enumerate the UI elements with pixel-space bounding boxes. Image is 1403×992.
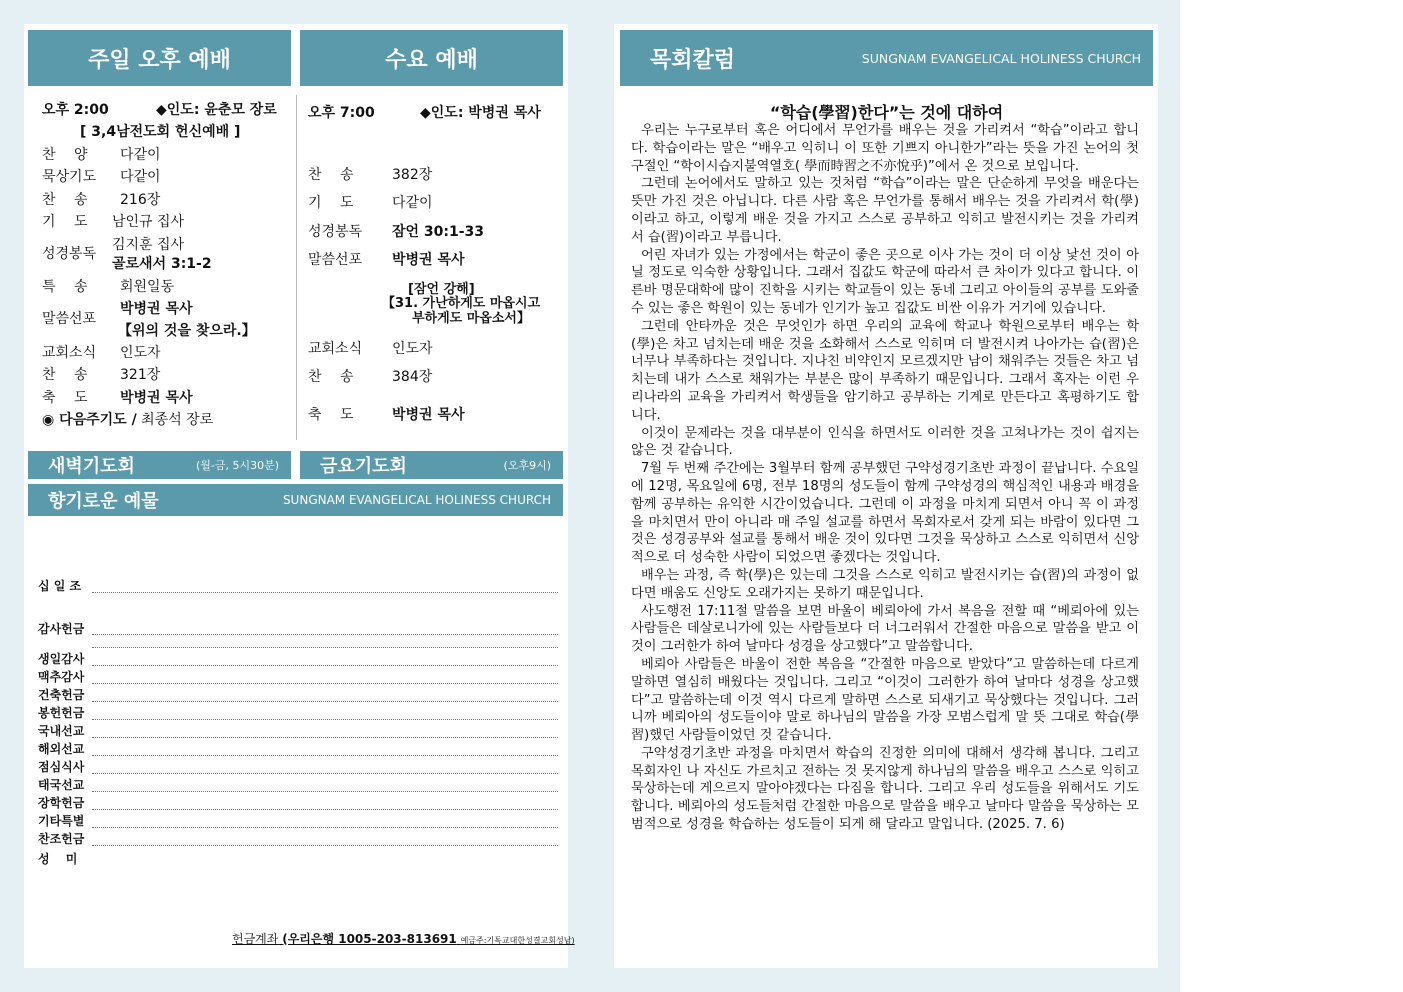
column-church: SUNGNAM EVANGELICAL HOLINESS CHURCH [861,50,1141,66]
column-body [631,122,1139,834]
offering-title: 향기로운 예물 [48,491,159,512]
offering-line [92,845,558,846]
bank-value: (우리은행 1005-203-813691 [282,932,457,946]
column-paragraph: 우리는 누구로부터 혹은 어디에서 무언가를 배우는 것을 가리켜서 “학습”이라고 합니다. 학습이라는 말은 “배우고 익히니 이 또한 기쁘지 아니한가”라는 뜻을 가진 논어의 첫 구절인 “학이시습지불역열호( 學而時習之不亦悅乎)”에서 온 것으로 보입니다. [631,123,1139,174]
offering-church: SUNGNAM EVANGELICAL HOLINESS CHURCH [282,493,551,507]
sunday-pm-header: 주일 오후 예배 [28,30,291,86]
sunday-row-label: 찬 양 [42,147,88,163]
offering-category: 찬조헌금 [38,832,85,846]
sunday-row-label: 묵상기도 [42,169,97,185]
offering-line [92,634,558,635]
sunday-row-value2: 【위의 것을 찾으라.】 [118,323,256,339]
offering-category: 봉헌헌금 [38,706,85,720]
column-paragraph: 사도행전 17:11절 말씀을 보면 바울이 베뢰아에 가서 복음을 전할 때 “베뢰아에 있는 사람들은 데살로니가에 있는 사람들보다 더 너그러워서 간절한 마음으로 말씀을 받고 이것이 그러한가 하여 날마다 성경을 상고했다”고 말씀합니다. [631,603,1139,655]
offering-line [92,827,558,828]
sunday-row-value: 216장 [120,192,161,208]
sunday-row-value: 박병권 목사 [120,390,193,406]
bank-depositor: 예금주:기독교대한성결교회성남) [460,936,575,945]
offering-category: 감사헌금 [38,622,85,636]
offering-line [92,665,558,666]
column-header-title: 목회칼럼 [650,47,736,73]
wednesday-leader: ◆인도: 박병권 목사 [420,105,541,121]
offering-line [92,683,558,684]
bank-account [232,930,575,947]
offering-category: 맥추감사 [38,670,85,684]
wednesday-row-label: 찬 송 [308,167,354,183]
sunday-row-label: 말씀선포 [42,311,97,327]
friday-prayer-title: 금요기도회 [320,456,407,477]
wednesday-row-value: 박병권 목사 [392,252,465,268]
sunday-row-label: 성경봉독 [42,246,97,262]
column-divider [296,95,297,440]
offering-header [28,484,563,516]
column-paragraph: 베뢰아 사람들은 바울이 전한 복음을 “간절한 마음으로 받았다”고 말씀하는데 다르게 말하면 열심히 배웠다는 것입니다. 그리고 “이것이 그러한가 하여 날마다 성경을 상고했다”고 말씀하는데 이것 역시 다르게 말하면 스스로 되새기고 묵상했다는 것입니다. 그러니까 베뢰아의 성도들이야 말로 하나님의 말씀을 가장 모범스럽게 말 뜻 그대로 학습(學習)했던 사람들이었던 것 같습니다. [631,656,1139,744]
sunday-row-label: 찬 송 [42,192,88,208]
dawn-prayer-title: 새벽기도회 [48,456,135,477]
offering-category: 성 미 [38,852,78,866]
wednesday-row-value: 382장 [392,167,433,183]
column-paragraph: 구약성경기초반 과정을 마치면서 학습의 진정한 의미에 대해서 생각해 봅니다. 그리고 목회자인 나 자신도 가르치고 전하는 것 못지않게 하나님의 말씀을 배우고 스스로 익히고 묵상하는데 게으르지 말아야겠다는 다짐을 합니다. 그리고 우리 성도들을 위해서도 기도합니다. 베뢰아의 성도들처럼 간절한 마음으로 말씀을 배우고 날마다 말씀을 묵상하는 모범적으로 성경을 학습하는 성도들이 되게 해 달라고 말입니다. (2025. 7. 6) [631,745,1139,833]
column-paragraph: 어린 자녀가 있는 가정에서는 학군이 좋은 곳으로 이사 가는 것이 더 이상 낯선 것이 아닐 정도로 익숙한 상황입니다. 그래서 집값도 학군에 따라서 큰 차이가 있다고 합니다. 이른바 명문대학에 많이 진학을 시키는 학교들이 있는 동네 그리고 아이들의 공부를 도와줄 수 있는 좋은 학원이 있는 동네가 인기가 높고 집값도 비싼 이유가 거기에 있습니다. [631,247,1139,316]
friday-prayer-time: (오후9시) [503,459,551,472]
next-prayer [42,409,213,429]
sunday-pm-time: 오후 2:00 [42,102,109,118]
offering-line [92,737,558,738]
column-paragraph: 배우는 과정, 즉 학(學)은 있는데 그것을 스스로 익히고 발전시키는 습(習)의 과정이 없다면 배움도 신앙도 오래가지는 못하기 때문입니다. [631,567,1139,601]
sunday-row-value: 김지훈 집사 [112,237,185,253]
offering-category: 해외선교 [38,742,85,756]
sunday-row-value: 남인규 집사 [112,214,185,230]
wednesday-row-label: 찬 송 [308,369,354,385]
column-paragraph: 이것이 문제라는 것을 대부분이 인식을 하면서도 이러한 것을 고쳐나가는 것이 쉽지는 않은 것 같습니다. [631,425,1139,459]
bank-label: 헌금계좌 [232,932,279,946]
offering-line [92,701,558,702]
offering-category: 장학헌금 [38,796,85,810]
sunday-row-label: 기 도 [42,214,88,230]
offering-category: 점심식사 [38,760,85,774]
wednesday-row-value: 박병권 목사 [392,407,465,423]
wednesday-row-label: 교회소식 [308,341,363,357]
column-paragraph: 7월 두 번째 주간에는 3월부터 함께 공부했던 구약성경기초반 과정이 끝납니다. 수요일에 12명, 목요일에 6명, 전부 18명의 성도들이 함께 구약성경의 핵심적인 내용과 배경을 함께 공부하는 유익한 시간이었습니다. 그런데 이 과정을 마치게 되면서 아니 꼭 이 과정을 마치면서 만이 아니라 매 주일 설교를 하면서 목회자로서 갖게 되는 바람이 있다면 그것은 성경공부와 설교를 통해서 배운 것이 있다면 그것을 묵상하고 스스로 익히면서 신앙적으로 더 성숙한 사람이 되었으면 좋겠다는 것입니다. [631,461,1139,566]
offering-line [92,791,558,792]
wednesday-row-label: 기 도 [308,195,354,211]
offering-category: 십 일 조 [38,579,82,593]
offering-category: 국내선교 [38,724,85,738]
sunday-row-value2: 골로새서 3:1-2 [112,256,212,272]
wednesday-header: 수요 예배 [300,30,563,86]
column-paragraph: 그런데 안타까운 것은 무엇인가 하면 우리의 교육에 학교나 학원으로부터 배우는 학(學)은 차고 넘치는데 배운 것을 소화해서 스스로 익히며 더 발전시켜 나아가는 습(習)은 너무나 부족하다는 것입니다. 지나친 비약인지 모르겠지만 남이 채워주는 것들은 차고 넘치는데 내가 스스로 채워가는 부분은 많이 부족하기 때문입니다. 그래서 혹자는 이런 우리나라의 교육을 가리켜서 학생들을 암기하고 공부하는 기계로 만든다고 혹평하기도 합니다. [631,318,1139,423]
sunday-row-label: 찬 송 [42,367,88,383]
wednesday-row-value: 384장 [392,369,433,385]
wednesday-row-value: 인도자 [392,341,433,357]
column-title: “학습(學習)한다”는 것에 대하여 [769,103,1004,122]
offering-line [92,773,558,774]
offering-line [92,719,558,720]
next-prayer-value: 최종석 장로 [141,412,214,428]
sunday-pm-event: [ 3,4남전도회 헌신예배 ] [80,124,241,140]
wednesday-time: 오후 7:00 [308,105,375,121]
sunday-row-label: 특 송 [42,279,88,295]
offering-category: 건축헌금 [38,688,85,702]
wednesday-row-value: 다같이 [392,195,433,211]
sunday-row-value: 다같이 [120,169,161,185]
offering-line [92,592,558,593]
offering-line [92,647,558,648]
sunday-row-label: 교회소식 [42,345,97,361]
wednesday-row-label: 말씀선포 [308,252,363,268]
wednesday-row-label: 성경봉독 [308,224,363,240]
offering-line [92,809,558,810]
wednesday-sermon-title-2: 부하게도 마옵소서】 [412,311,530,326]
wednesday-sermon-title: 【31. 가난하게도 마옵시고 [382,296,541,311]
wednesday-sermon-series: [잠언 강해] [408,282,475,297]
offering-line [92,755,558,756]
sunday-row-value: 회원일동 [120,279,175,295]
wednesday-row-value: 잠언 30:1-33 [392,224,485,240]
sunday-row-value: 박병권 목사 [120,301,193,317]
dawn-prayer-time: (월-금, 5시30분) [195,459,279,472]
column-paragraph: 그런데 논어에서도 말하고 있는 것처럼 “학습”이라는 말은 단순하게 무엇을 배운다는 뜻만 가진 것은 아닙니다. 다른 사람 혹은 무언가를 통해서 배우는 것을 가리켜서 학(學)이라고 하고, 이렇게 배운 것을 가지고 스스로 공부하고 익히고 발전시키는 것을 가리켜서 습(習)이라고 부릅니다. [631,176,1139,245]
offering-category: 기타특별 [38,814,85,828]
sunday-row-value: 321장 [120,367,161,383]
friday-prayer-bar [300,451,563,479]
wednesday-row-label: 축 도 [308,407,354,423]
dawn-prayer-bar [28,451,291,479]
next-prayer-label: ◉ 다음주기도 / [42,412,137,428]
offering-category: 태국선교 [38,778,85,792]
sunday-pm-leader: ◆인도: 윤춘모 장로 [156,102,277,118]
offering-category: 생일감사 [38,652,85,666]
sunday-row-value: 인도자 [120,345,161,361]
column-header [620,30,1153,86]
sunday-row-label: 축 도 [42,390,88,406]
sunday-row-value: 다같이 [120,147,161,163]
